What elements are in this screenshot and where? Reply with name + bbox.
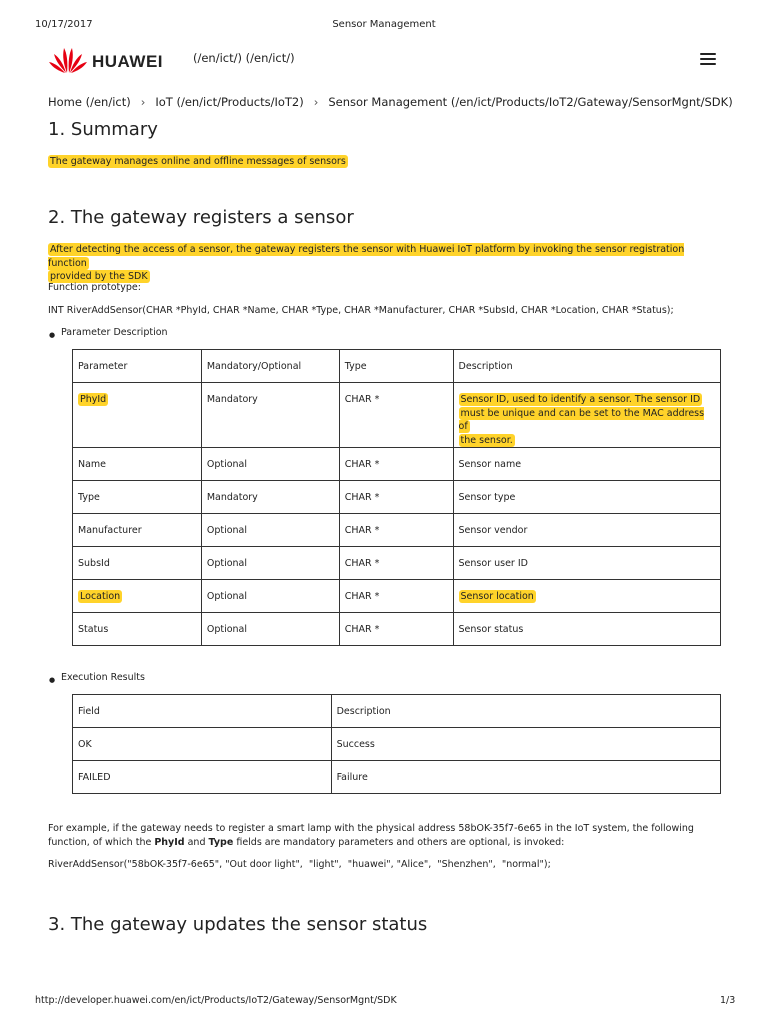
summary-text: The gateway manages online and offline messages of sensors <box>50 156 346 167</box>
print-date: 10/17/2017 <box>35 19 93 30</box>
param-mandatory: Mandatory <box>201 383 339 448</box>
param-mandatory: Optional <box>201 580 339 613</box>
param-type: CHAR * <box>339 383 453 448</box>
param-type: CHAR * <box>339 514 453 547</box>
table-header-cell: Parameter <box>73 350 202 383</box>
result-description: Success <box>331 728 720 761</box>
table-row <box>73 613 721 646</box>
param-name: Status <box>73 613 202 646</box>
hamburger-menu-icon[interactable] <box>700 53 716 65</box>
param-type: CHAR * <box>339 580 453 613</box>
example-call: RiverAddSensor("58bOK-35f7-6e65", "Out door light", "light", "huawei", "Alice", "Shenzhen", "normal"); <box>48 859 551 870</box>
param-type: CHAR * <box>339 613 453 646</box>
breadcrumb-iot[interactable]: IoT (/en/ict/Products/IoT2) <box>155 95 304 109</box>
result-description: Failure <box>331 761 720 794</box>
table-header-cell: Field <box>73 695 332 728</box>
param-description: Sensor name <box>453 448 720 481</box>
chevron-right-icon: › <box>313 95 319 109</box>
heading-register-sensor: 2. The gateway registers a sensor <box>48 207 354 228</box>
table-header-cell: Mandatory/Optional <box>201 350 339 383</box>
param-mandatory: Mandatory <box>201 481 339 514</box>
table-row <box>73 761 721 794</box>
param-mandatory: Optional <box>201 514 339 547</box>
param-mandatory: Optional <box>201 448 339 481</box>
huawei-wordmark: HUAWEI <box>92 52 163 71</box>
huawei-flower-icon <box>48 45 88 75</box>
result-field: OK <box>73 728 332 761</box>
param-name: SubsId <box>73 547 202 580</box>
function-prototype: INT RiverAddSensor(CHAR *PhyId, CHAR *Name, CHAR *Type, CHAR *Manufacturer, CHAR *SubsId, CHAR *Location, CHAR *Status); <box>48 305 674 316</box>
prototype-label: Function prototype: <box>48 282 141 293</box>
huawei-logo[interactable] <box>48 45 188 75</box>
param-description: Sensor location <box>453 580 720 613</box>
table-row <box>73 383 721 448</box>
table-header-cell: Description <box>453 350 720 383</box>
table-row <box>73 580 721 613</box>
table-header-row <box>73 350 721 383</box>
param-name: Name <box>73 448 202 481</box>
print-title: Sensor Management <box>332 19 436 30</box>
param-description: Sensor type <box>453 481 720 514</box>
footer-url: http://developer.huawei.com/en/ict/Products/IoT2/Gateway/SensorMgnt/SDK <box>35 995 397 1006</box>
table-row <box>73 728 721 761</box>
param-mandatory: Optional <box>201 547 339 580</box>
param-mandatory: Optional <box>201 613 339 646</box>
param-name: Location <box>73 580 202 613</box>
param-name: PhyId <box>73 383 202 448</box>
parameter-description-label: Parameter Description <box>61 327 168 338</box>
param-name: Type <box>73 481 202 514</box>
header-nav-links[interactable]: (/en/ict/) (/en/ict/) <box>193 51 295 65</box>
heading-update-status: 3. The gateway updates the sensor status <box>48 914 428 935</box>
param-description: Sensor user ID <box>453 547 720 580</box>
breadcrumb-home[interactable]: Home (/en/ict) <box>48 95 131 109</box>
breadcrumb <box>48 95 733 109</box>
execution-results-label: Execution Results <box>61 672 145 683</box>
heading-summary: 1. Summary <box>48 119 158 140</box>
param-type: CHAR * <box>339 448 453 481</box>
param-description: Sensor status <box>453 613 720 646</box>
parameter-table <box>72 349 721 646</box>
result-field: FAILED <box>73 761 332 794</box>
param-type: CHAR * <box>339 547 453 580</box>
param-type: CHAR * <box>339 481 453 514</box>
breadcrumb-sensor-management[interactable]: Sensor Management (/en/ict/Products/IoT2/Gateway/SensorMgnt/SDK) <box>328 95 733 109</box>
param-description: Sensor vendor <box>453 514 720 547</box>
footer-page-number: 1/3 <box>720 995 736 1006</box>
table-header-row <box>73 695 721 728</box>
example-paragraph: For example, if the gateway needs to register a smart lamp with the physical address 58bOK-35f7-6e65 in the IoT system, the following function, of which the PhyId and Type fields are mandatory parameters and others are optional, is invoked: <box>48 823 694 848</box>
table-row <box>73 448 721 481</box>
chevron-right-icon: › <box>140 95 146 109</box>
register-intro: After detecting the access of a sensor, the gateway registers the sensor with Huawei IoT platform by invoking the sensor registration function provided by the SDK <box>48 244 685 282</box>
table-row <box>73 514 721 547</box>
table-row <box>73 481 721 514</box>
execution-results-table <box>72 694 721 794</box>
table-header-cell: Type <box>339 350 453 383</box>
table-header-cell: Description <box>331 695 720 728</box>
param-name: Manufacturer <box>73 514 202 547</box>
param-description: Sensor ID, used to identify a sensor. The sensor ID must be unique and can be set to the MAC address of the sensor. <box>453 383 720 448</box>
table-row <box>73 547 721 580</box>
